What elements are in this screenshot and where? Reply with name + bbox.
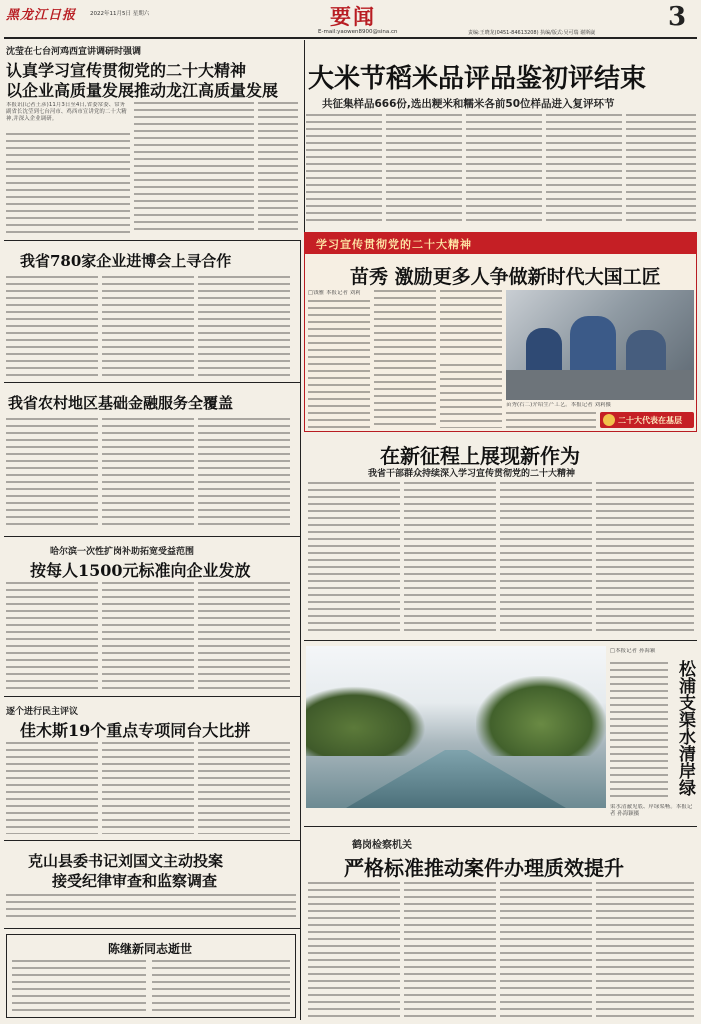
article4-body-col5 xyxy=(506,412,596,428)
article4-title: 苗秀 激励更多人争做新时代大国工匠 xyxy=(350,266,661,288)
article1-title-1: 认真学习宣传贯彻党的二十大精神 xyxy=(6,61,247,80)
article9-body-col2 xyxy=(404,882,496,1020)
article6-body-col1 xyxy=(308,482,400,632)
article1-body-col1 xyxy=(6,133,130,233)
article2-body-col5 xyxy=(626,114,696,226)
article2-body-col2 xyxy=(386,114,462,226)
article1-title-2: 以企业高质量发展推动龙江高质量发展 xyxy=(6,81,279,100)
photo-canal-water xyxy=(346,750,566,808)
divider xyxy=(304,826,697,827)
congress-badge-text: 二十大代表在基层 xyxy=(618,416,682,425)
divider xyxy=(4,928,300,929)
article7-body-col1 xyxy=(6,582,98,690)
article2-body-col4 xyxy=(546,114,622,226)
article8-body-col1 xyxy=(6,742,98,834)
photo-machine xyxy=(506,370,694,400)
article3-title: 我省780家企业进博会上寻合作 xyxy=(20,252,232,270)
divider xyxy=(4,840,300,841)
article4-byline: □钱雅 本报记者 刘莉 xyxy=(308,290,361,296)
column-divider xyxy=(300,240,301,1020)
photo-story-body xyxy=(610,662,668,800)
divider xyxy=(4,536,300,537)
article6-body-col2 xyxy=(404,482,496,632)
article9-kicker: 鹤岗检察机关 xyxy=(352,840,412,851)
masthead-editors: 责编:王晓龙(0451-84613208) 执编/版式:吴可瑞 谢斯崴 xyxy=(468,30,596,36)
article1-kicker: 沈莹在七台河鸡西宣讲调研时强调 xyxy=(6,47,142,57)
article7-title: 按每人1500元标准向企业发放 xyxy=(30,561,251,580)
section-email: E-mail:yaowen8900@sina.cn xyxy=(318,29,398,35)
article2-body-col3 xyxy=(466,114,542,226)
article5-body-col2 xyxy=(102,418,194,530)
article4-body-col3 xyxy=(440,290,502,360)
article4-body-col2 xyxy=(374,290,436,428)
masthead-rule xyxy=(4,37,697,39)
divider xyxy=(304,640,697,641)
article9-title: 严格标准推动案件办理质效提升 xyxy=(344,856,624,880)
divider xyxy=(4,696,300,697)
page-number: 3 xyxy=(668,2,687,32)
article6-body-col4 xyxy=(596,482,694,632)
article2-title: 大米节稻米品评品鉴初评结束 xyxy=(308,64,647,94)
divider xyxy=(304,40,305,238)
congress-badge-emblem xyxy=(603,414,615,426)
photo-story-byline: □本报记者 孙海颖 xyxy=(610,648,656,654)
article1-lead: 本报讯(记者王彦)11月3日至4日,省委常委、常务副省长沈莹到七台河市、鸡西市宣讲党的二十大精神,并深入企业调研。 xyxy=(6,102,127,122)
article1-body-col3 xyxy=(258,102,298,234)
section-title: 要闻 xyxy=(330,4,376,29)
article7-body-col2 xyxy=(102,582,194,690)
article8-body-col3 xyxy=(198,742,290,834)
article6-subtitle: 我省干部群众持续深入学习宣传贯彻党的二十大精神 xyxy=(368,469,576,479)
article7-kicker: 哈尔滨一次性扩岗补助拓宽受益范围 xyxy=(50,547,195,557)
article1-body-col2 xyxy=(134,102,254,234)
article10-body xyxy=(6,894,296,922)
article9-body-col1 xyxy=(308,882,400,1020)
article2-subtitle: 共征集样品666份,选出粳米和糯米各前50位样品进入复评环节 xyxy=(322,98,615,110)
article5-body-col3 xyxy=(198,418,290,530)
article4-body-col4 xyxy=(440,364,502,428)
article8-body-col2 xyxy=(102,742,194,834)
article5-body-col1 xyxy=(6,418,98,530)
photo-story-caption: 渠水清澈见底、岸绿渠畅。本报记者 孙海颖摄 xyxy=(610,804,693,817)
article4-body-col1 xyxy=(308,300,370,428)
article3-body-col1 xyxy=(6,276,98,376)
article8-kicker: 逐个进行民主评议 xyxy=(6,707,79,717)
banner-text: 学习宣传贯彻党的二十大精神 xyxy=(316,238,472,251)
article6-body-col3 xyxy=(500,482,592,632)
article7-body-col3 xyxy=(198,582,290,690)
article5-title: 我省农村地区基础金融服务全覆盖 xyxy=(8,394,234,412)
article8-title: 佳木斯19个重点专项同台大比拼 xyxy=(20,721,251,740)
obituary-body-col1 xyxy=(12,960,146,1012)
photo-story-title: 松浦支渠水清岸绿 xyxy=(675,660,695,796)
obituary-body-col2 xyxy=(152,960,290,1012)
article4-photo xyxy=(506,290,694,400)
divider xyxy=(4,240,300,241)
divider xyxy=(4,382,300,383)
article2-body-col1 xyxy=(306,114,382,226)
masthead-logo: 黑龙江日报 xyxy=(6,8,77,23)
article3-body-col2 xyxy=(102,276,194,376)
article4-caption: 苗秀(右二)介绍生产工艺。本报记者 刘莉摄 xyxy=(506,402,612,408)
article9-body-col3 xyxy=(500,882,592,1020)
article6-title: 在新征程上展现新作为 xyxy=(380,444,580,468)
article10-title-2: 接受纪律审查和监察调查 xyxy=(52,872,218,890)
article9-body-col4 xyxy=(596,882,694,1020)
photo-trees-right xyxy=(476,676,606,756)
masthead-date: 2022年11月5日 星期六 xyxy=(90,11,150,17)
canal-photo xyxy=(306,646,606,808)
article3-body-col3 xyxy=(198,276,290,376)
obituary-title: 陈继新同志逝世 xyxy=(108,942,193,956)
article10-title-1: 克山县委书记刘国文主动投案 xyxy=(28,852,224,870)
photo-trees-left xyxy=(306,686,426,756)
